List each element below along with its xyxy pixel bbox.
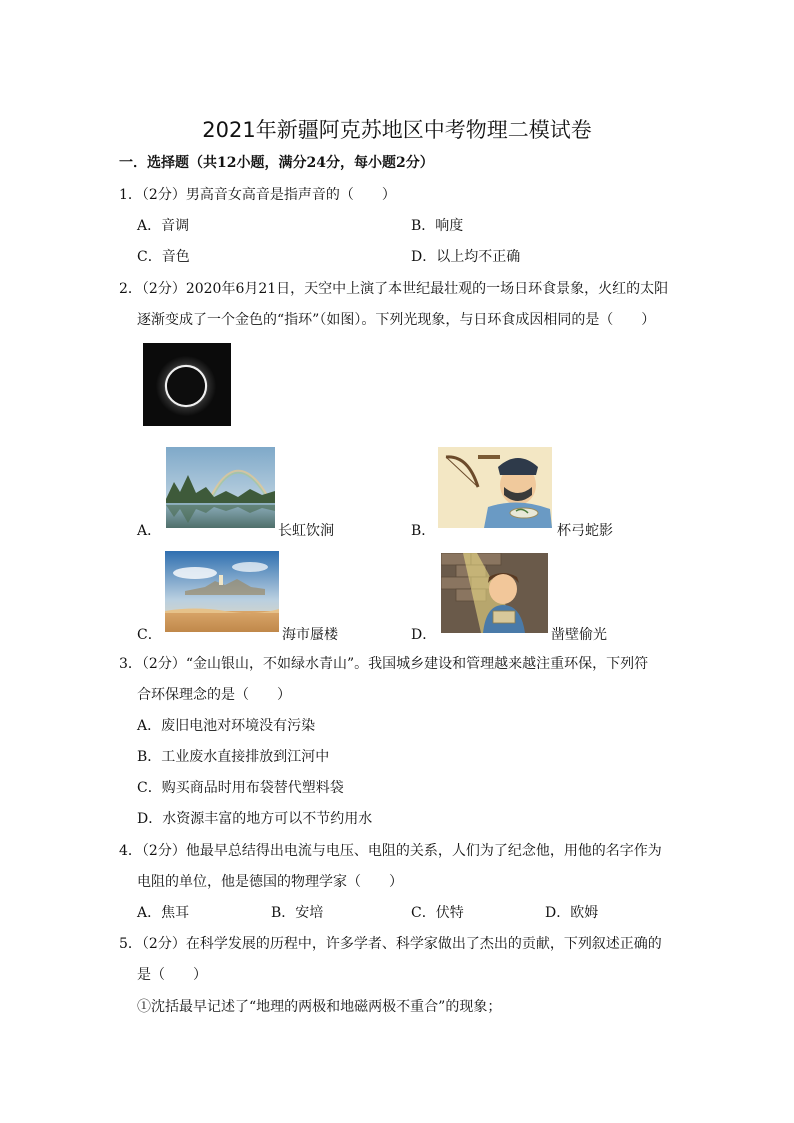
q2-option-c-letter: C．	[137, 627, 162, 643]
section-heading: 一．选择题（共12小题，满分24分，每小题2分）	[119, 155, 434, 171]
question-5-statement-1: ①沈括最早记述了“地理的两极和地磁两极不重合”的现象；	[137, 999, 502, 1015]
question-5-text-line-1: 5．（2分）在科学发展的历程中，许多学者、科学家做出了杰出的贡献，下列叙述正确的	[119, 936, 662, 952]
question-4-text-line-1: 4．（2分）他最早总结得出电流与电压、电阻的关系，人们为了纪念他，用他的名字作为	[119, 843, 662, 859]
q3-option-c: C．购买商品时用布袋替代塑料袋	[137, 780, 344, 796]
q4-option-a: A．焦耳	[137, 905, 190, 921]
page-title: 2021年新疆阿克苏地区中考物理二模试卷	[202, 118, 592, 142]
question-5-text-line-2: 是（ ）	[137, 967, 207, 983]
q1-option-b: B．响度	[411, 218, 464, 234]
question-2-text-line-1: 2．（2分）2020年6月21日，天空中上演了本世纪最壮观的一场日环食景象，火红的太阳	[119, 281, 669, 297]
q2-option-d-letter: D．	[411, 627, 437, 643]
q2-option-b-caption: 杯弓蛇影	[557, 523, 613, 539]
q2-option-c-caption: 海市蜃楼	[282, 627, 338, 643]
q4-option-b: B．安培	[271, 905, 324, 921]
q4-option-c: C．伏特	[411, 905, 464, 921]
question-3-text-line-2: 合环保理念的是（ ）	[137, 687, 291, 703]
q2-option-b-letter: B．	[411, 523, 436, 539]
q3-option-b: B．工业废水直接排放到江河中	[137, 749, 330, 765]
q1-option-d: D．以上均不正确	[411, 249, 521, 265]
question-2-text-line-2: 逐渐变成了一个金色的“指环”（如图）。下列光现象，与日环食成因相同的是（ ）	[137, 312, 656, 328]
q2-option-a-letter: A．	[137, 523, 162, 539]
q3-option-a: A．废旧电池对环境没有污染	[137, 718, 316, 734]
q3-option-d: D．水资源丰富的地方可以不节约用水	[137, 811, 373, 827]
q4-option-d: D．欧姆	[545, 905, 599, 921]
q2-option-a-caption: 长虹饮涧	[278, 523, 334, 539]
option-a-rainbow-image[interactable]	[166, 447, 275, 528]
option-b-bow-snake-image[interactable]	[438, 447, 552, 528]
option-d-wall-light-image[interactable]	[441, 553, 548, 633]
q1-option-c: C．音色	[137, 249, 190, 265]
q2-option-d-caption: 凿壁偷光	[551, 627, 607, 643]
option-c-mirage-image[interactable]	[165, 551, 279, 632]
question-4-text-line-2: 电阻的单位，他是德国的物理学家（ ）	[137, 874, 403, 890]
annular-eclipse-image	[143, 343, 231, 426]
question-1-text: 1．（2分）男高音女高音是指声音的（ ）	[119, 187, 396, 203]
question-3-text-line-1: 3．（2分）“金山银山，不如绿水青山”。我国城乡建设和管理越来越注重环保，下列符	[119, 656, 649, 672]
q1-option-a: A．音调	[137, 218, 190, 234]
